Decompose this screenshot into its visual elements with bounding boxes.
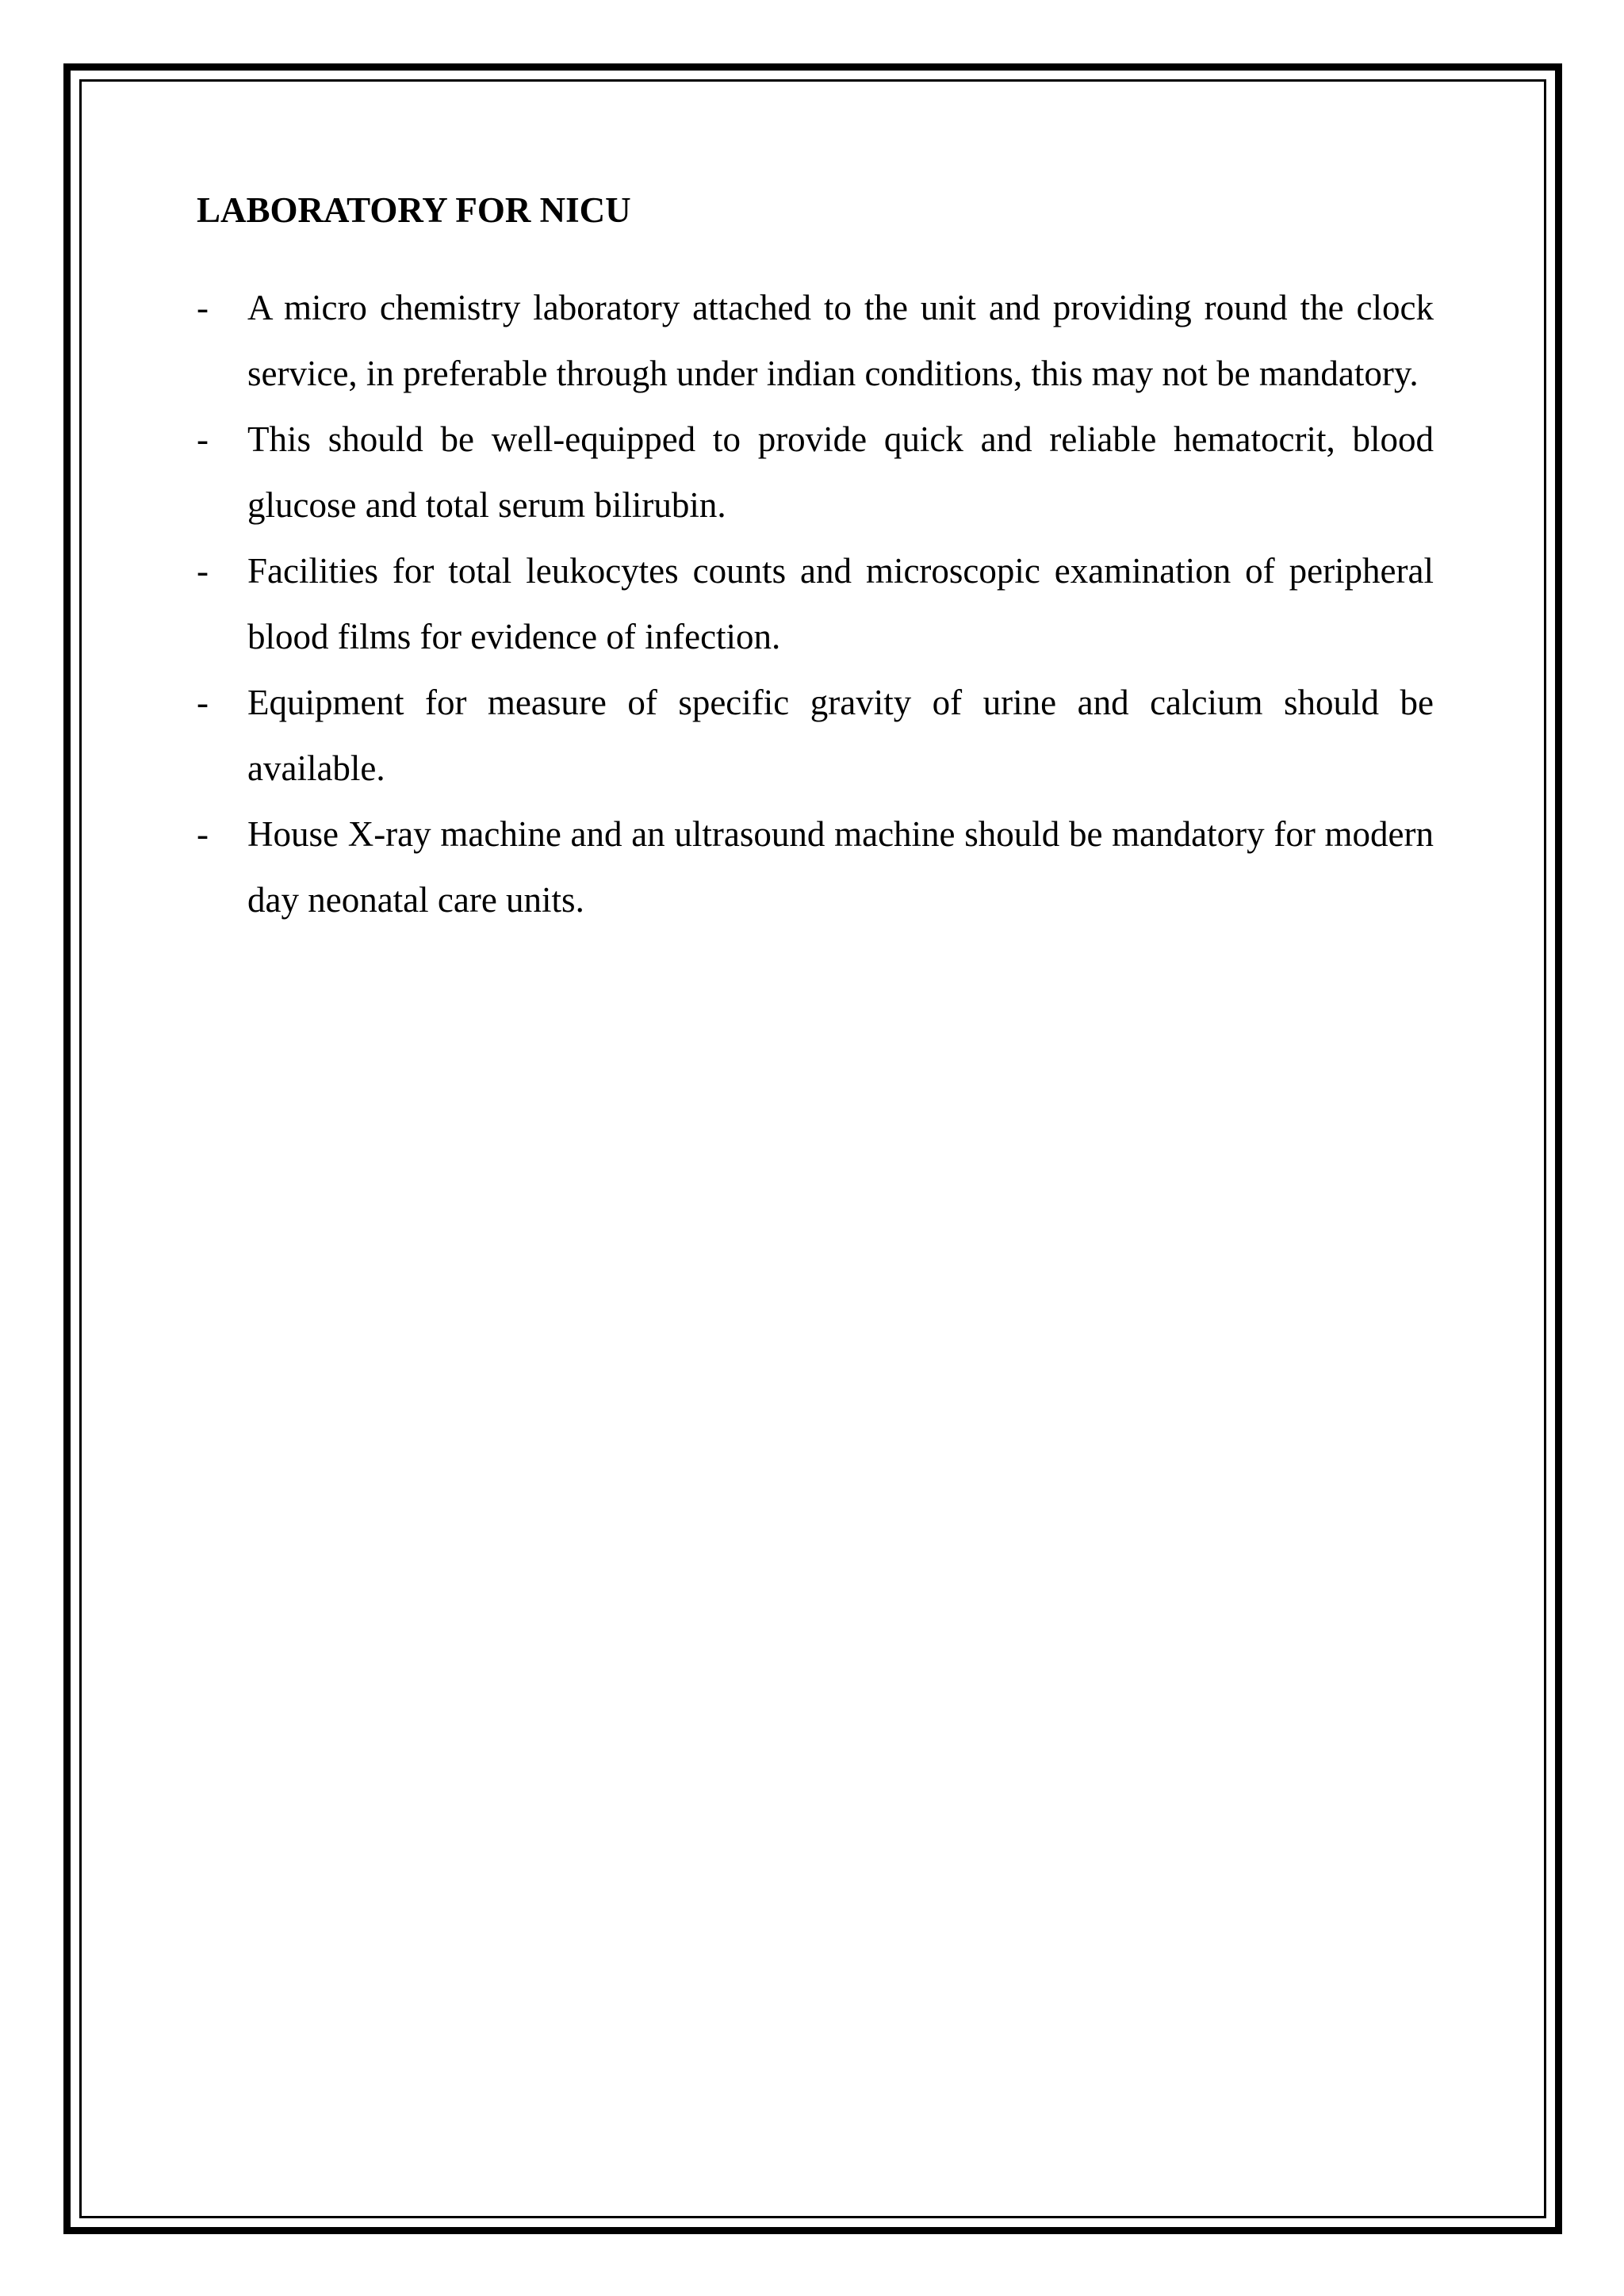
bullet-item-specific-gravity-equipment <box>197 670 1434 802</box>
bullet-item-xray-ultrasound <box>197 802 1434 933</box>
bullet-dash: - <box>197 814 209 854</box>
bullet-item-well-equipped <box>197 407 1434 538</box>
bullet-item-leukocyte-facilities <box>197 538 1434 670</box>
page-content <box>197 186 1434 933</box>
bullet-text: This should be well-equipped to provide quick and reliable hematocrit, blood glucose and total serum bilirubin. <box>247 419 1434 525</box>
bullet-text: Facilities for total leukocytes counts and microscopic examination of peripheral blood films for evidence of infection. <box>247 551 1434 656</box>
bullet-dash: - <box>197 419 209 459</box>
section-heading: LABORATORY FOR NICU <box>197 190 631 230</box>
bullet-list <box>197 275 1434 933</box>
bullet-text: Equipment for measure of specific gravity of urine and calcium should be available. <box>247 683 1434 788</box>
bullet-text: House X-ray machine and an ultrasound machine should be mandatory for modern day neonatal care units. <box>247 814 1434 920</box>
bullet-dash: - <box>197 683 209 722</box>
bullet-dash: - <box>197 288 209 327</box>
bullet-dash: - <box>197 551 209 591</box>
bullet-item-micro-chemistry-lab <box>197 275 1434 407</box>
bullet-text: A micro chemistry laboratory attached to the unit and providing round the clock service, in preferable through under indian conditions, this may not be mandatory. <box>247 288 1434 393</box>
